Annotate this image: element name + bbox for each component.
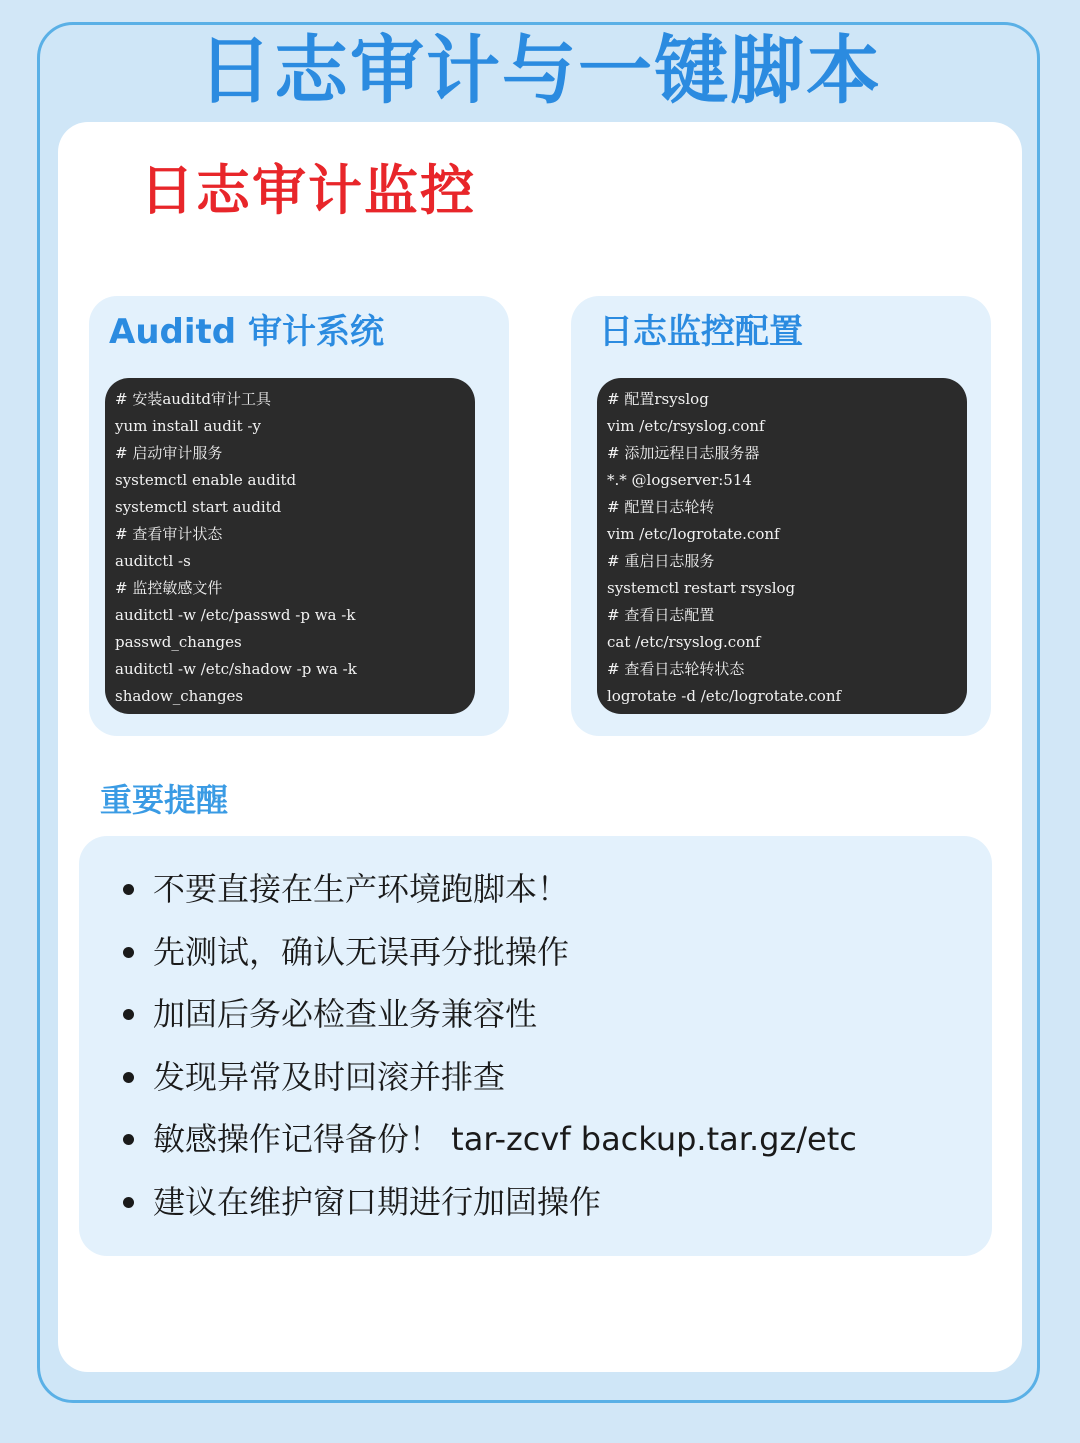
list-item-text: 不要直接在生产环境跑脚本！ bbox=[153, 870, 570, 908]
code-line: # 监控敏感文件 bbox=[115, 579, 223, 597]
code-line: yum install audit -y bbox=[115, 417, 261, 435]
reminders-box bbox=[79, 836, 992, 1256]
list-item bbox=[123, 1046, 857, 1109]
list-item-text: 加固后务必检查业务兼容性 bbox=[153, 995, 538, 1033]
code-line: # 配置日志轮转 bbox=[607, 498, 715, 516]
code-line: # 查看日志轮转状态 bbox=[607, 660, 745, 678]
code-line: vim /etc/logrotate.conf bbox=[607, 525, 780, 543]
list-item bbox=[123, 858, 857, 921]
reminders-title: 重要提醒 bbox=[100, 781, 229, 819]
code-line: shadow_changes bbox=[115, 687, 244, 705]
code-line: *.* @logserver:514 bbox=[607, 471, 752, 489]
bullet-dot-icon bbox=[123, 1072, 134, 1083]
code-line: cat /etc/rsyslog.conf bbox=[607, 633, 761, 651]
code-line: # 启动审计服务 bbox=[115, 444, 223, 462]
bullet-dot-icon bbox=[123, 947, 134, 958]
bullet-dot-icon bbox=[123, 1009, 134, 1020]
bullet-dot-icon bbox=[123, 1197, 134, 1208]
code-line: # 查看审计状态 bbox=[115, 525, 223, 543]
list-item-text: 先测试，确认无误再分批操作 bbox=[153, 932, 570, 971]
code-line: logrotate -d /etc/logrotate.conf bbox=[607, 687, 842, 705]
code-line: vim /etc/rsyslog.conf bbox=[607, 417, 765, 435]
code-line: auditctl -w /etc/passwd -p wa -k bbox=[115, 606, 356, 624]
log-monitor-panel bbox=[571, 296, 991, 736]
code-line: auditctl -s bbox=[115, 552, 191, 570]
list-item bbox=[123, 1171, 857, 1234]
code-line: # 配置rsyslog bbox=[607, 390, 709, 408]
bullet-dot-icon bbox=[123, 884, 134, 895]
list-item bbox=[123, 1108, 857, 1171]
bullet-dot-icon bbox=[123, 1134, 134, 1145]
code-line: systemctl start auditd bbox=[115, 498, 282, 516]
list-item-text: 发现异常及时回滚并排查 bbox=[153, 1057, 506, 1096]
code-line: systemctl restart rsyslog bbox=[607, 579, 796, 597]
page-title: 日志审计与一键脚本 bbox=[198, 28, 882, 114]
auditd-code-block bbox=[105, 378, 475, 714]
code-line: passwd_changes bbox=[115, 633, 242, 651]
list-item bbox=[123, 983, 857, 1046]
list-item-text: 敏感操作记得备份！ tar-zcvf backup.tar.gz/etc bbox=[153, 1120, 857, 1158]
code-line: # 重启日志服务 bbox=[607, 552, 715, 570]
list-item bbox=[123, 921, 857, 984]
code-line: # 添加远程日志服务器 bbox=[607, 444, 760, 462]
code-line: # 安装auditd审计工具 bbox=[115, 390, 271, 408]
section-title: 日志审计监控 bbox=[140, 159, 476, 222]
code-line: # 查看日志配置 bbox=[607, 606, 715, 624]
auditd-panel bbox=[89, 296, 509, 736]
log-monitor-code-block bbox=[597, 378, 967, 714]
code-line: auditctl -w /etc/shadow -p wa -k bbox=[115, 660, 357, 678]
code-line: systemctl enable auditd bbox=[115, 471, 297, 489]
list-item-text: 建议在维护窗口期进行加固操作 bbox=[153, 1182, 602, 1221]
log-monitor-panel-title: 日志监控配置 bbox=[599, 312, 803, 352]
reminders-list bbox=[123, 858, 857, 1233]
auditd-panel-title: Auditd 审计系统 bbox=[109, 312, 384, 352]
